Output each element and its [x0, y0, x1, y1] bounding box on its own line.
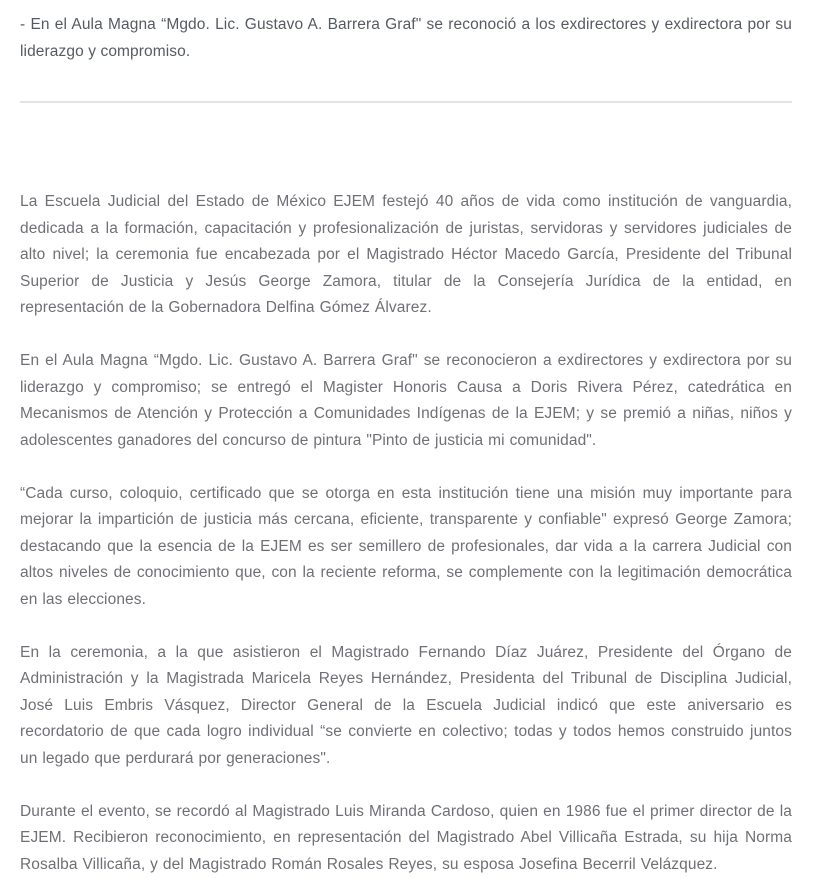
paragraph-george-zamora-quote: “Cada curso, coloquio, certificado que se otorga en esta institución tiene una misión muy importante para mejorar la impartición de justicia más cercana, eficiente, transparente y confiable" expresó George Zamora; destacando que la esencia de la EJEM es ser semillero de profesionales, dar vida a la carrera Judicial con altos niveles de conocimiento que, con la reciente reforma, se complemente con la legitimación democrática en las elecciones.: [20, 481, 792, 614]
article-body: [20, 0, 792, 878]
media-gap-spacer: [20, 103, 792, 189]
article-summary: - En el Aula Magna “Mgdo. Lic. Gustavo A. Barrera Graf" se reconoció a los exdirectores y exdirectora por su liderazgo y compromiso.: [20, 11, 792, 65]
paragraph-attendees: En la ceremonia, a la que asistieron el Magistrado Fernando Díaz Juárez, Presidente del Órgano de Administración y la Magistrada Maricela Reyes Hernández, Presidenta del Tribunal de Disciplina Judicial, José Luis Embris Vásquez, Director General de la Escuela Judicial indicó que este aniversario es recordatorio de que cada logro individual “se convierte en colectivo; todas y todos hemos construido juntos un legado que perdurará por generaciones".: [20, 640, 792, 773]
paragraph-tribute: Durante el evento, se recordó al Magistrado Luis Miranda Cardoso, quien en 1986 fue el primer director de la EJEM. Recibieron reconocimiento, en representación del Magistrado Abel Villicaña Estrada, su hija Norma Rosalba Villicaña, y del Magistrado Román Rosales Reyes, su esposa Josefina Becerril Velázquez.: [20, 799, 792, 878]
article-paragraphs: [20, 189, 792, 878]
paragraph-ceremony-overview: La Escuela Judicial del Estado de México EJEM festejó 40 años de vida como institución de vanguardia, dedicada a la formación, capacitación y profesionalización de juristas, servidoras y servidores judiciales de alto nivel; la ceremonia fue encabezada por el Magistrado Héctor Macedo García, Presidente del Tribunal Superior de Justicia y Jesús George Zamora, titular de la Consejería Jurídica de la entidad, en representación de la Gobernadora Delfina Gómez Álvarez.: [20, 189, 792, 322]
paragraph-recognitions: En el Aula Magna “Mgdo. Lic. Gustavo A. Barrera Graf" se reconocieron a exdirectores y exdirectora por su liderazgo y compromiso; se entregó el Magister Honoris Causa a Doris Rivera Pérez, catedrática en Mecanismos de Atención y Protección a Comunidades Indígenas de la EJEM; y se premió a niñas, niños y adolescentes ganadores del concurso de pintura "Pinto de justicia mi comunidad".: [20, 348, 792, 454]
